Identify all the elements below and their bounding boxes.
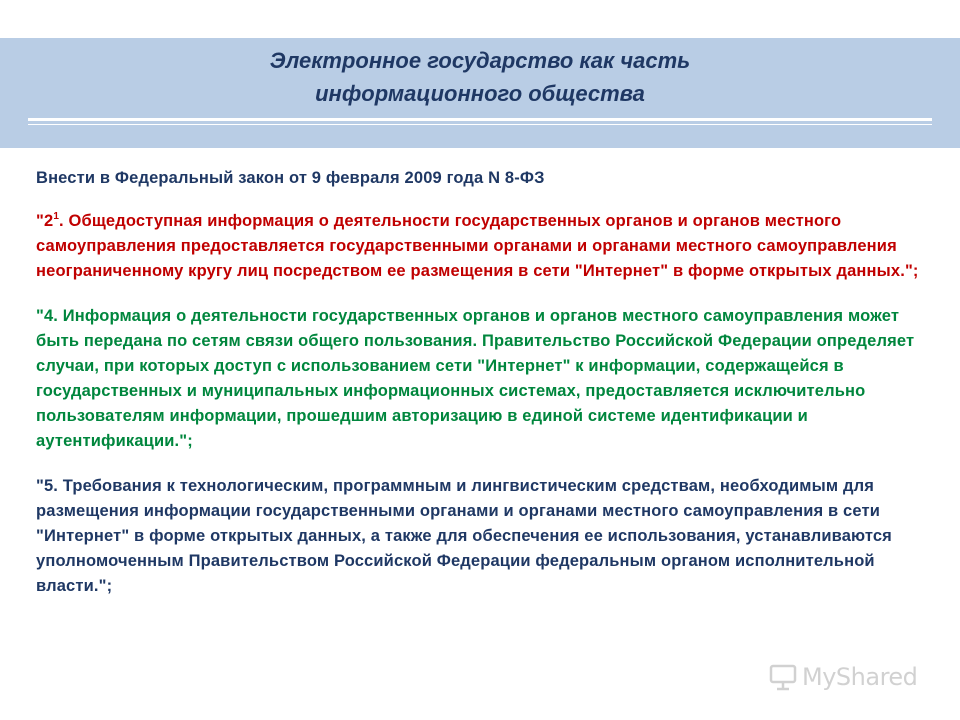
paragraph-2-1-superscript: 1 [53,211,60,222]
slide-title-line2: информационного общества [315,81,645,106]
presentation-icon [768,662,798,692]
paragraph-5: "5. Требования к технологическим, программным и лингвистическим средствам, необходимым для размещения информации государственными органами и органами местного самоуправления в сети "Интернет" в форме открытых данных, а также для обеспечения ее использования, устанавливаются уполномоченным Правительством Российской Федерации федеральным органом исполнительной власти."; [36,477,892,595]
paragraph-2-1 [36,209,926,284]
watermark [768,660,928,694]
title-divider-thick [28,118,932,121]
slide-body [36,166,926,599]
watermark-text: MyShared [802,663,918,691]
paragraph-2-1-prefix: "2 [36,212,54,230]
intro-text: Внести в Федеральный закон от 9 февраля 2009 года N 8-ФЗ [36,169,545,187]
slide-title-line1: Электронное государство как часть [269,48,691,73]
title-divider-thin [28,124,932,125]
slide-title [0,44,960,110]
paragraph-2-1-text: . Общедоступная информация о деятельности государственных органов и органов местного самоуправления предоставляется государственными органами и органами местного самоуправления неограниченному кругу лиц посредством ее размещения в сети "Интернет" в форме открытых данных."; [36,212,919,280]
paragraph-4: "4. Информация о деятельности государственных органов и органов местного самоуправления может быть передана по сетям связи общего пользования. Правительство Российской Федерации определяет случаи, при которых доступ с использованием сети "Интернет" к информации, содержащейся в государственных и муниципальных информационных системах, предоставляется исключительно пользователям информации, прошедшим авторизацию в единой системе идентификации и аутентификации."; [36,307,915,450]
